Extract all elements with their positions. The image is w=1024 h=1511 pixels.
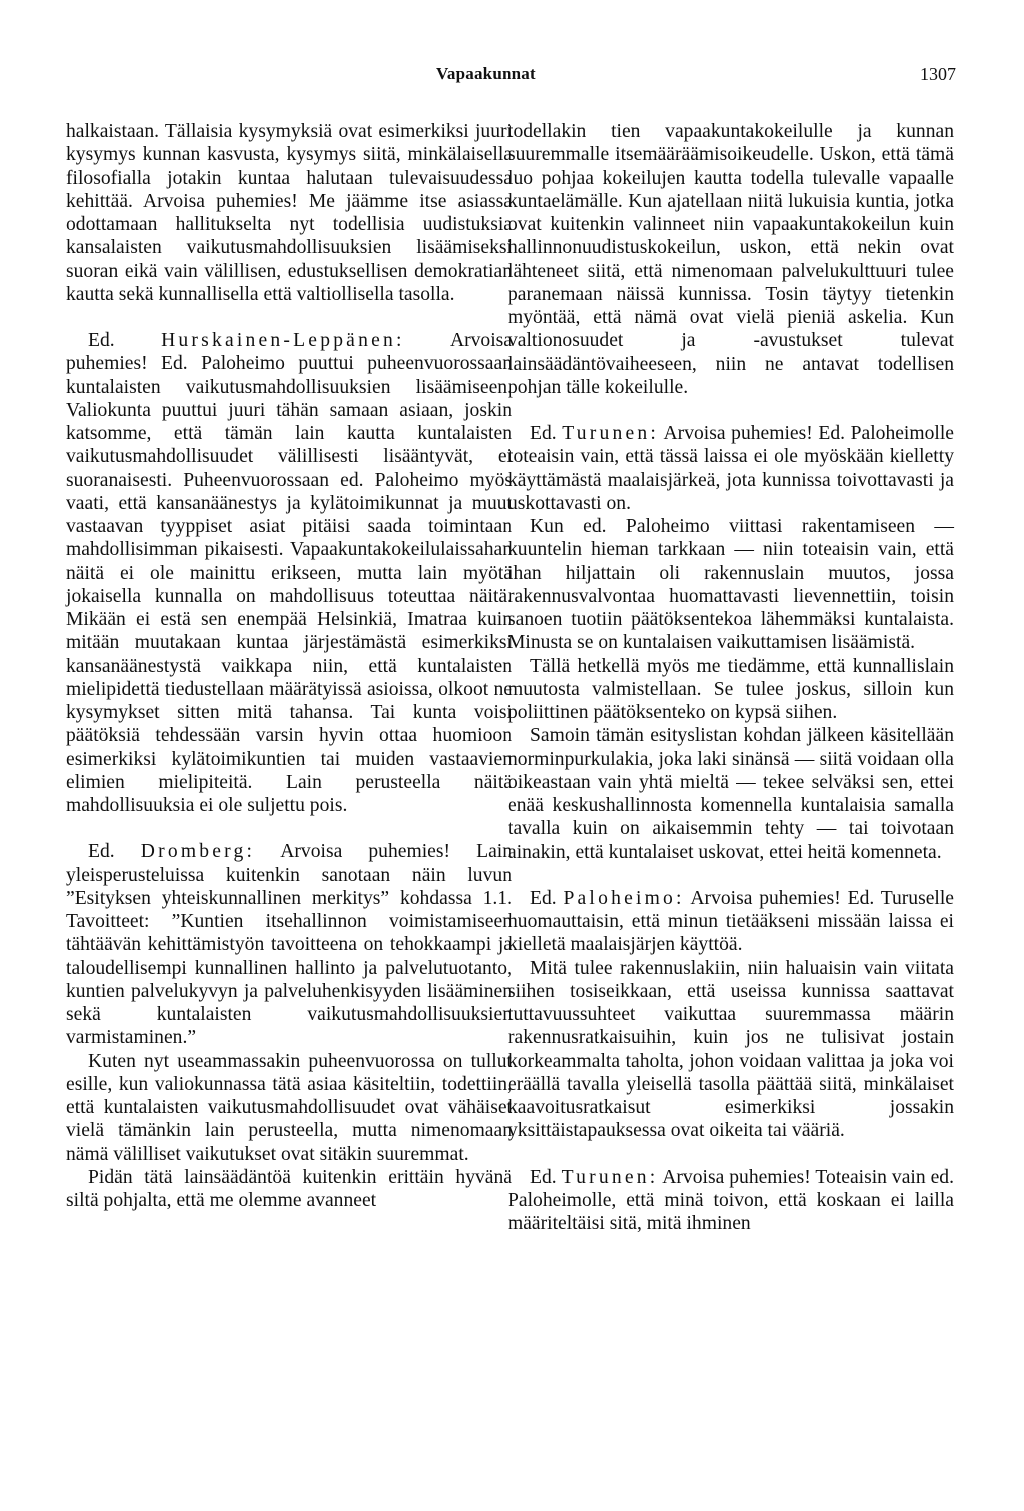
right-column bbox=[508, 120, 954, 1235]
left-column bbox=[66, 120, 512, 1212]
speech-paragraph: Ed. Paloheimo: Arvoisa puhemies! Ed. Turuselle huomauttaisin, että minun tietääkseni missään laissa ei kielletä maalaisjärjen käyttöä. bbox=[508, 887, 954, 956]
paragraph: todellakin tien vapaakuntakokeilulle ja kunnan suuremmalle itsemääräämisoikeudelle. Uskon, että tämä luo pohjaa kokeilujen kautta todella tulevalle vapaalle kuntaelämälle. Kun ajatellaan niitä lukuisia kuntia, jotka ovat kuitenkin valinneet niin vapaakuntakokeilun kuin hallinnonuudistuskokeilun, uskon, että nekin ovat lähteneet siitä, että nimenomaan palvelukulttuuri tulee paranemaan näissä kunnissa. Tosin täytyy tietenkin myöntää, että nämä ovat vielä pieniä askelia. Kun valtionosuudet ja -avustukset tulevat lainsäädäntövaiheeseen, niin ne antavat todellisen pohjan tälle kokeilulle. bbox=[508, 121, 954, 398]
speech-paragraph: Ed. Turunen: Arvoisa puhemies! Toteaisin vain ed. Paloheimolle, että minä toivon, että koskaan ei lailla määriteltäisi sitä, mitä ihminen bbox=[508, 1166, 955, 1234]
page-number: 1307 bbox=[920, 64, 956, 84]
speech-paragraph: Ed. Hurskainen-Leppänen: Arvoisa puhemies! Ed. Paloheimo puuttui puheenvuorossaan kuntalaisten vaikutusmahdollisuuksien lisäämiseen. Valiokunta puuttui juuri tähän samaan asiaan, joskin katsomme, että tämän lain kautta kuntalaisten vaikutusmahdollisuudet välillisesti lisääntyvät, ei suoranaisesti. Puheenvuorossaan ed. Paloheimo myös vaati, että kansanäänestys ja kylätoimikunnat ja muut vastaavan tyyppiset asiat pitäisi saada toimintaan mahdollisimman pikaisesti. Vapaakuntakokeilulaissahan näitä ei ole mainittu erikseen, mutta lain myötä jokaisella kunnalla on mahdollisuus toteuttaa näitä. Mikään ei estä sen enempää Helsinkiä, Imatraa kuin mitään muutakaan kuntaa järjestämästä esimerkiksi kansanäänestystä vaikkapa niin, että kuntalaisten mielipidettä tiedustellaan määrätyissä asioissa, olkoot ne kysymykset sitten mitä tahansa. Tai kunta voisi päätöksiä tehdessään varsin hyvin ottaa huomioon esimerkiksi kylätoimikuntien tai muiden vastaavien elimien mielipiteitä. Lain perusteella näitä mahdollisuuksia ei ole suljettu pois. bbox=[66, 330, 512, 816]
speech-text: Arvoisa puhemies! Lain yleisperusteluissa kuitenkin sanotaan näin luvun ”Esityksen yhteiskunnallinen merkitys” kohdassa 1.1. Tavoitteet: ”Kuntien itsehallinnon voimistamiseen tähtäävän kehittämistyön tavoitteena on tehokkaampi ja taloudellisempi kunnallinen hallinto ja palvelutuotanto, kuntien palvelukyvyn ja palveluhenkisyyden lisääminen sekä kuntalaisten vaikutusmahdollisuuksien varmistaminen.” bbox=[66, 841, 513, 1049]
paragraph: Kuten nyt useammassakin puheenvuorossa on tullut esille, kun valiokunnassa tätä asiaa käsiteltiin, todettiin, että kuntalaisten vaikutusmahdollisuudet ovat vähäiset vielä tämänkin lain perusteella, mutta nimenomaan nämä välilliset vaikutukset ovat sitäkin suuremmat. bbox=[66, 1050, 512, 1165]
speaker-name: Dromberg: bbox=[140, 841, 256, 863]
speech-text: Arvoisa puhemies! Ed. Turuselle huomauttaisin, että minun tietääkseni missään laissa ei kielletä maalaisjärjen käyttöä. bbox=[508, 887, 954, 956]
paragraph: Kun ed. Paloheimo viittasi rakentamiseen — kuuntelin hieman tarkkaan — niin toteaisin vain, että ihan hiljattain oli rakennuslain muutos, jossa rakennusvalvontaa huomattavasti lievennettiin, toisin sanoen tuotiin päätöksentekoa lähemmäksi kuntalaista. Minusta se on kuntalaisen vaikuttamisen lisäämistä. bbox=[508, 516, 954, 654]
paragraph: Mitä tulee rakennuslakiin, niin haluaisin vain viitata siihen tosiseikkaan, että useissa kunnissa saattavat tuttavuussuhteet vaikuttaa suuremmassa määrin rakennusratkaisuihin, kuin jos ne tulisivat jostain korkeammalta taholta, johon voidaan valittaa ja joka voi eräällä tavalla yleisellä tasolla päättää siitä, minkälaiset kaavoitusratkaisut esimerkiksi jossakin yksittäistapauksessa ovat oikeita tai vääriä. bbox=[508, 957, 954, 1142]
paragraph: Tällä hetkellä myös me tiedämme, että kunnallislain muutosta valmistellaan. Se tulee joskus, silloin kun poliittinen päätöksenteko on kypsä siihen. bbox=[508, 655, 954, 723]
speech-paragraph: Ed. Turunen: Arvoisa puhemies! Ed. Paloheimolle toteaisin vain, että tässä laissa ei ole myöskään kielletty käyttämästä maalaisjärkeä, jota kunnissa toivottavasti ja uskottavasti on. bbox=[508, 423, 955, 514]
running-header-title: Vapaakunnat bbox=[436, 64, 536, 83]
speaker-name: Turunen: bbox=[562, 423, 659, 444]
paragraph: halkaistaan. Tällaisia kysymyksiä ovat esimerkiksi juuri kysymys kunnan kasvusta, kysymys siitä, minkälaisella filosofialla jotakin kuntaa halutaan tulevaisuudessa kehittää. Arvoisa puhemies! Me jäämme itse asiassa odottamaan hallitukselta nyt todellisia uudistuksia kansalaisten vaikutusmahdollisuuksien lisäämiseksi suoran eikä vain välillisen, edustuksellisen demokratian kautta sekä kunnallisella että valtiollisella tasolla. bbox=[66, 121, 512, 305]
speech-text: Arvoisa puhemies! Toteaisin vain ed. Paloheimolle, että minä toivon, että koskaan ei lailla määriteltäisi sitä, mitä ihminen bbox=[508, 1166, 955, 1234]
speaker-name: Paloheimo: bbox=[563, 887, 685, 909]
speech-paragraph: Ed. Dromberg: Arvoisa puhemies! Lain yleisperusteluissa kuitenkin sanotaan näin luvun ”Esityksen yhteiskunnallinen merkitys” kohdassa 1.1. Tavoitteet: ”Kuntien itsehallinnon voimistamiseen tähtäävän kehittämistyön tavoitteena on tehokkaampi ja taloudellisempi kunnallinen hallinto ja palvelutuotanto, kuntien palvelukyvyn ja palveluhenkisyyden lisääminen sekä kuntalaisten vaikutusmahdollisuuksien varmistaminen.” bbox=[66, 841, 513, 1049]
speaker-name: Turunen: bbox=[561, 1166, 659, 1188]
speech-text: Arvoisa puhemies! Ed. Paloheimolle toteaisin vain, että tässä laissa ei ole myöskään kielletty käyttämästä maalaisjärkeä, jota kunnissa toivottavasti ja uskottavasti on. bbox=[508, 423, 955, 514]
speech-text: Arvoisa puhemies! Ed. Paloheimo puuttui puheenvuorossaan kuntalaisten vaikutusmahdollisuuksien lisäämiseen. Valiokunta puuttui juuri tähän samaan asiaan, joskin katsomme, että tämän lain kautta kuntalaisten vaikutusmahdollisuudet välillisesti lisääntyvät, ei suoranaisesti. Puheenvuorossaan ed. Paloheimo myös vaati, että kansanäänestys ja kylätoimikunnat ja muut vastaavan tyyppiset asiat pitäisi saada toimintaan mahdollisimman pikaisesti. Vapaakuntakokeilulaissahan näitä ei ole mainittu erikseen, mutta lain myötä jokaisella kunnalla on mahdollisuus toteuttaa näitä. Mikään ei estä sen enempää Helsinkiä, Imatraa kuin mitään muutakaan kuntaa järjestämästä esimerkiksi kansanäänestystä vaikkapa niin, että kuntalaisten mielipidettä tiedustellaan määrätyissä asioissa, olkoot ne kysymykset sitten mitä tahansa. Tai kunta voisi päätöksiä tehdessään varsin hyvin ottaa huomioon esimerkiksi kylätoimikuntien tai muiden vastaavien elimien mielipiteitä. Lain perusteella näitä mahdollisuuksia ei ole suljettu pois. bbox=[66, 330, 512, 816]
paragraph: Pidän tätä lainsäädäntöä kuitenkin erittäin hyvänä siltä pohjalta, että me olemme avanneet bbox=[66, 1166, 512, 1211]
speaker-name: Hurskainen-Leppänen: bbox=[161, 330, 405, 351]
paragraph: Samoin tämän esityslistan kohdan jälkeen käsitellään norminpurkulakia, joka laki sinänsä — siitä voidaan olla oikeastaan vain yhtä mieltä — tekee selväksi sen, ettei enää keskushallinnosta komennella kuntalaisia samalla tavalla kuin on aikaisemmin tehty — tai toivotaan ainakin, että kuntalaiset uskovat, ettei heitä komenneta. bbox=[508, 725, 954, 863]
